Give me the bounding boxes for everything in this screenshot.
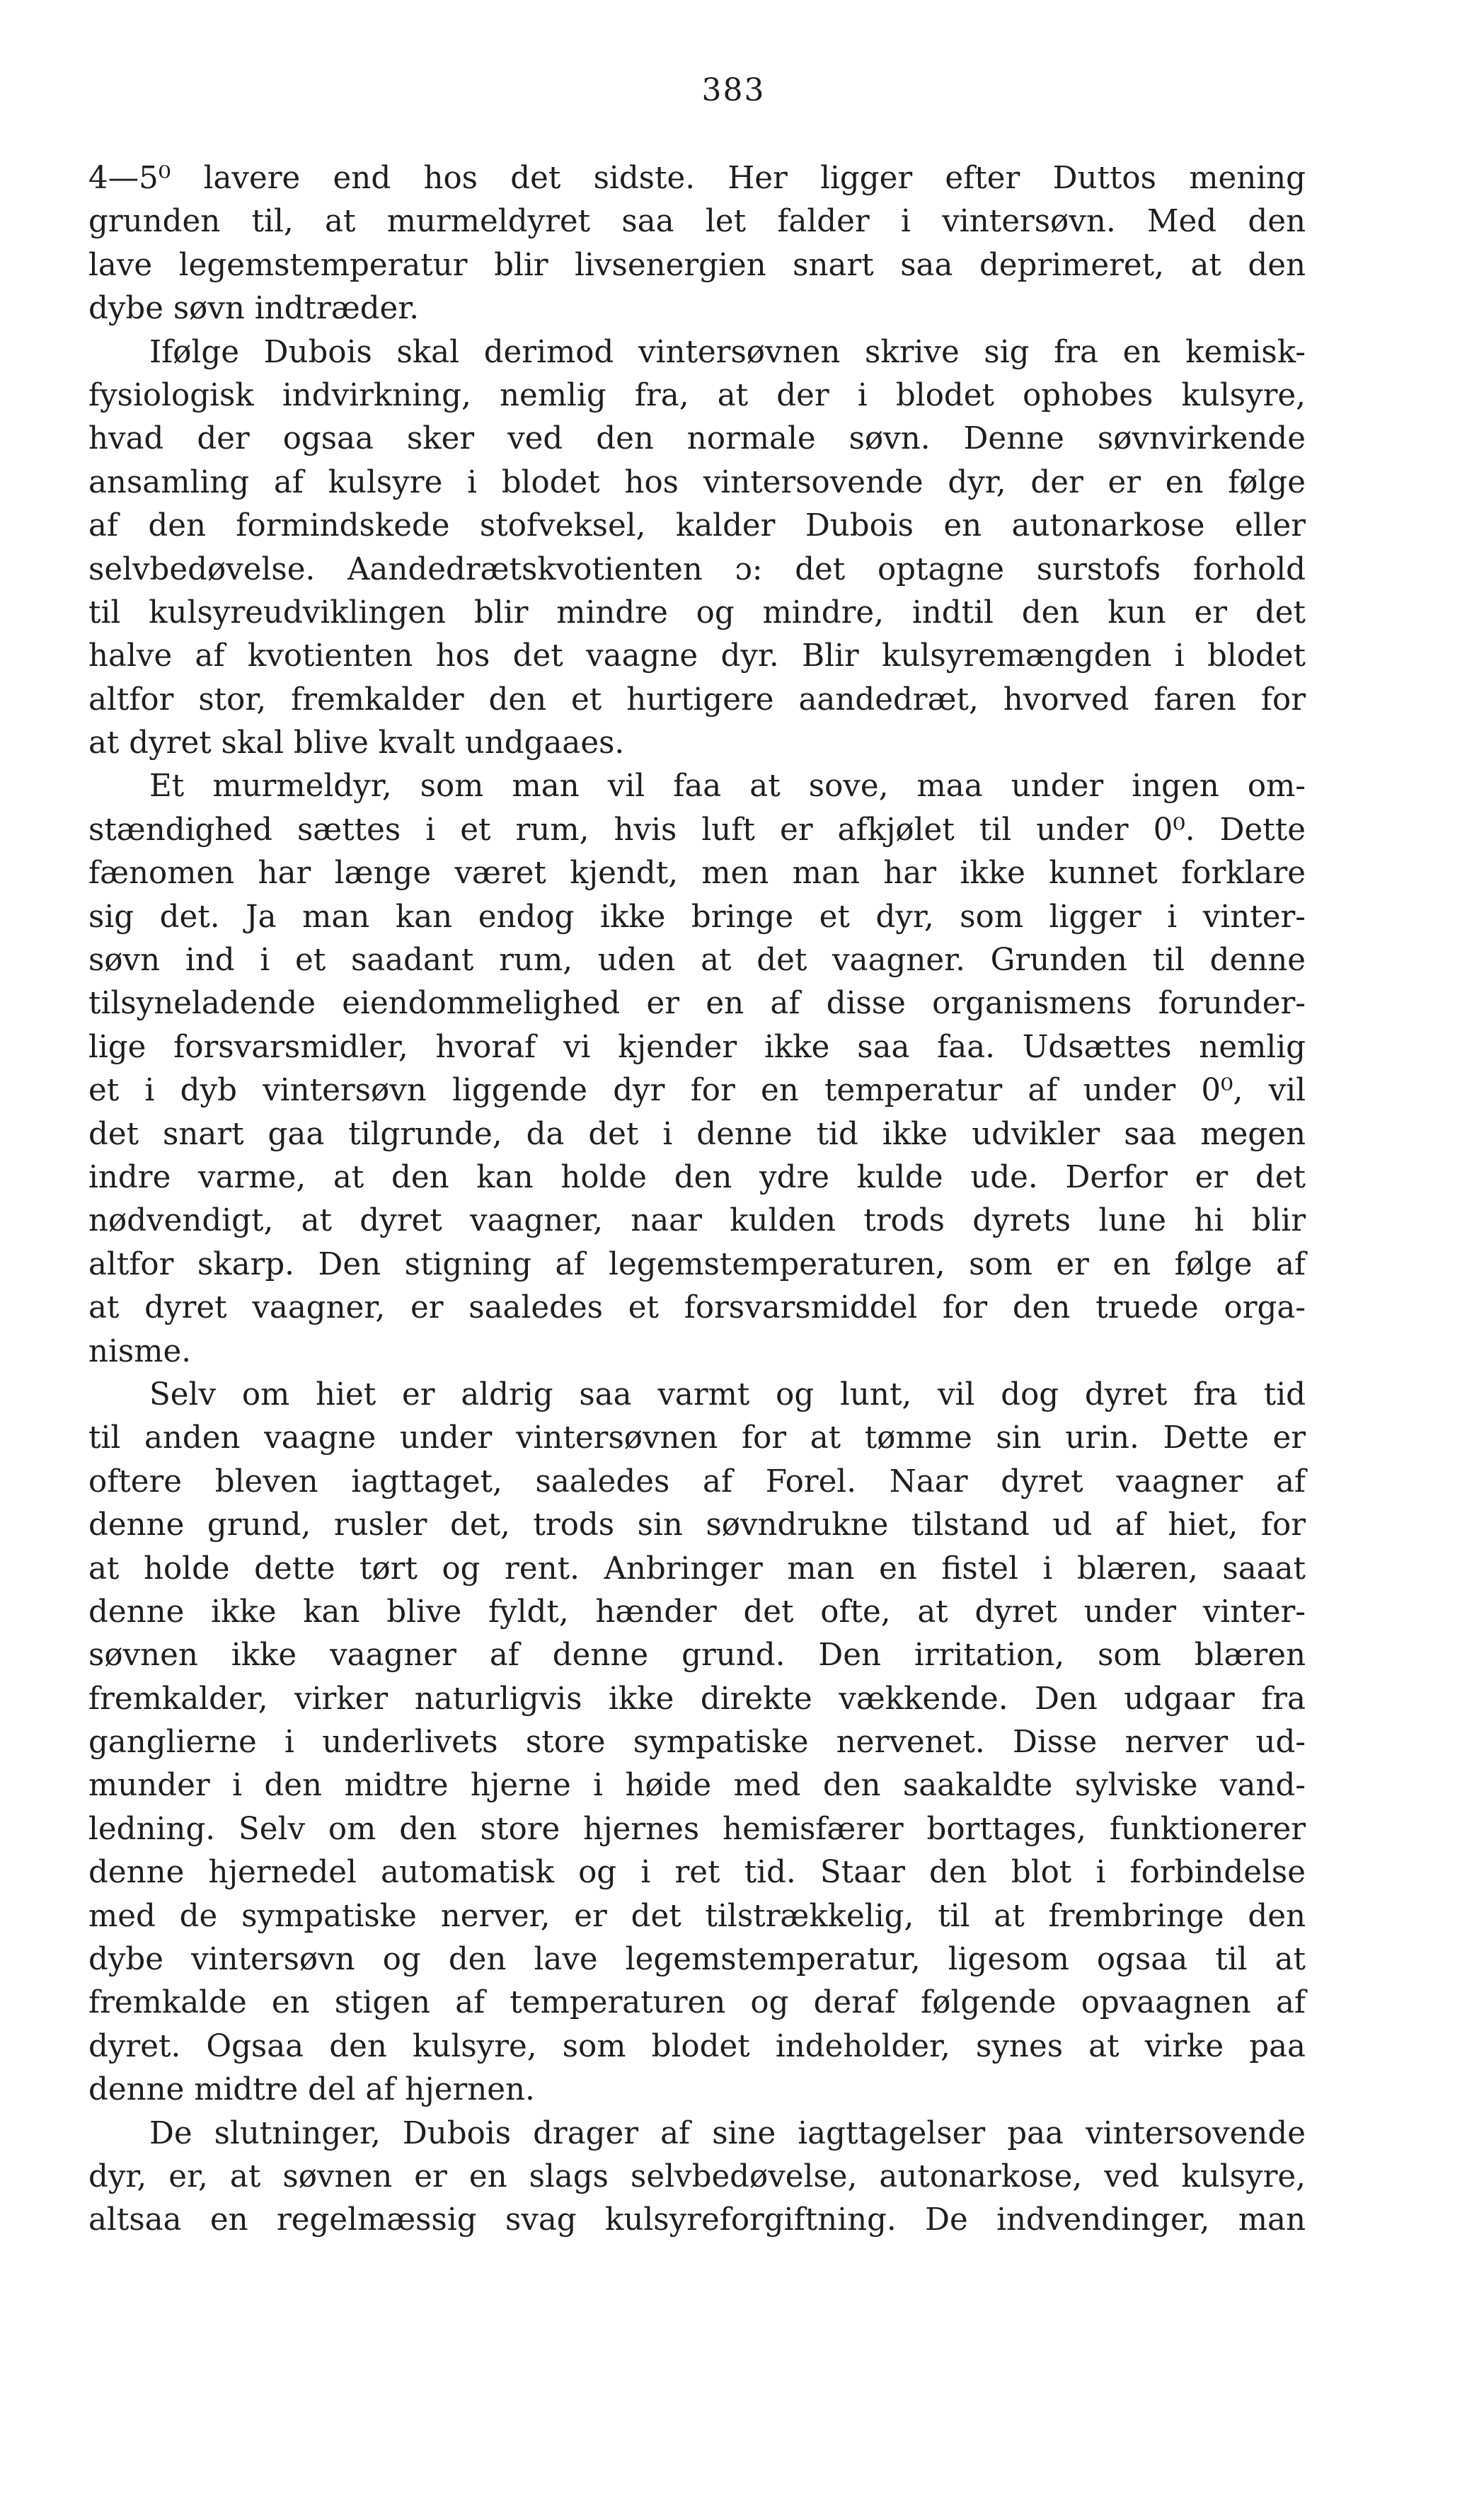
text-line: selvbedøvelse. Aandedrætskvotienten ɔ: det optagne surstofs forhold	[88, 551, 1306, 587]
text-line: stændighed sættes i et rum, hvis luft er afkjølet til under 0⁰. Dette	[88, 812, 1306, 848]
text-line: munder i den midtre hjerne i høide med den saakaldte sylviske vand-	[88, 1768, 1306, 1804]
text-line: ledning. Selv om den store hjernes hemisfærer borttages, funktionerer	[88, 1811, 1306, 1847]
text-line: Selv om hiet er aldrig saa varmt og lunt, vil dog dyret fra tid	[149, 1376, 1306, 1413]
text-line: sig det. Ja man kan endog ikke bringe et dyr, som ligger i vinter-	[88, 899, 1306, 935]
text-line: ganglierne i underlivets store sympatiske nervenet. Disse nerver ud-	[88, 1725, 1306, 1761]
text-line: dyret. Ogsaa den kulsyre, som blodet indeholder, synes at virke paa	[88, 2028, 1306, 2064]
text-line: med de sympatiske nerver, er det tilstrækkelig, til at frembringe den	[88, 1898, 1306, 1934]
text-line: lige forsvarsmidler, hvoraf vi kjender ikke saa faa. Udsættes nemlig	[88, 1029, 1306, 1065]
text-line: fremkalder, virker naturligvis ikke direkte vækkende. Den udgaar fra	[88, 1681, 1306, 1717]
text-line: fysiologisk indvirkning, nemlig fra, at der i blodet ophobes kulsyre,	[88, 377, 1306, 413]
text-line: fremkalde en stigen af temperaturen og deraf følgende opvaagnen af	[88, 1985, 1306, 2021]
text-line: lave legemstemperatur blir livsenergien snart saa deprimeret, at den	[88, 247, 1306, 283]
text-line: dybe søvn indtræder.	[88, 291, 420, 327]
text-line: 4—5⁰ lavere end hos det sidste. Her ligger efter Duttos mening	[88, 161, 1306, 196]
text-line: af den formindskede stofveksel, kalder Dubois en autonarkose eller	[88, 508, 1306, 544]
text-line: denne hjernedel automatisk og i ret tid. Staar den blot i forbindelse	[88, 1855, 1306, 1891]
text-line: at dyret skal blive kvalt undgaaes.	[88, 725, 625, 761]
text-line: nødvendigt, at dyret vaagner, naar kulden trods dyrets lune hi blir	[88, 1203, 1306, 1239]
text-line: halve af kvotienten hos det vaagne dyr. Blir kulsyremængden i blodet	[88, 638, 1306, 674]
text-line: nisme.	[88, 1333, 192, 1369]
text-line: ansamling af kulsyre i blodet hos vintersovende dyr, der er en følge	[88, 464, 1306, 500]
text-line: denne grund, rusler det, trods sin søvndrukne tilstand ud af hiet, for	[88, 1507, 1306, 1543]
text-line: altfor stor, fremkalder den et hurtigere aandedræt, hvorved faren for	[88, 681, 1306, 718]
text-line: denne midtre del af hjernen.	[88, 2072, 535, 2108]
body-text	[88, 157, 1306, 2243]
text-line: Et murmeldyr, som man vil faa at sove, maa under ingen om-	[149, 769, 1306, 805]
text-line: altfor skarp. Den stigning af legemstemperaturen, som er en følge af	[88, 1246, 1306, 1282]
text-line: at dyret vaagner, er saaledes et forsvarsmiddel for den truede orga-	[88, 1290, 1306, 1326]
text-line: indre varme, at den kan holde den ydre kulde ude. Derfor er det	[88, 1159, 1306, 1195]
text-line: De slutninger, Dubois drager af sine iagttagelser paa vintersovende	[149, 2115, 1306, 2151]
text-line: hvad der ogsaa sker ved den normale søvn. Denne søvnvirkende	[88, 421, 1306, 457]
text-line: dyr, er, at søvnen er en slags selvbedøvelse, autonarkose, ved kulsyre,	[88, 2158, 1306, 2194]
page-number: 383	[701, 72, 766, 108]
text-line: fænomen har længe været kjendt, men man har ikke kunnet forklare	[88, 856, 1306, 892]
text-line: til kulsyreudviklingen blir mindre og mindre, indtil den kun er det	[88, 594, 1306, 631]
text-line: det snart gaa tilgrunde, da det i denne tid ikke udvikler saa megen	[88, 1116, 1306, 1152]
text-line: søvnen ikke vaagner af denne grund. Den irritation, som blæren	[88, 1638, 1306, 1674]
text-line: søvn ind i et saadant rum, uden at det vaagner. Grunden til denne	[88, 943, 1306, 979]
text-line: til anden vaagne under vintersøvnen for at tømme sin urin. Dette er	[88, 1420, 1306, 1456]
text-line: Ifølge Dubois skal derimod vintersøvnen skrive sig fra en kemisk-	[149, 334, 1306, 370]
text-line: et i dyb vintersøvn liggende dyr for en temperatur af under 0⁰, vil	[88, 1073, 1306, 1109]
text-line: denne ikke kan blive fyldt, hænder det ofte, at dyret under vinter-	[88, 1594, 1306, 1630]
text-line: altsaa en regelmæssig svag kulsyreforgiftning. De indvendinger, man	[88, 2202, 1306, 2238]
text-line: grunden til, at murmeldyret saa let falder i vintersøvn. Med den	[88, 204, 1306, 240]
text-line: dybe vintersøvn og den lave legemstemperatur, ligesom ogsaa til at	[88, 1942, 1306, 1978]
text-line: at holde dette tørt og rent. Anbringer man en fistel i blæren, saaat	[88, 1550, 1306, 1587]
text-line: tilsyneladende eiendommelighed er en af disse organismens forunder-	[88, 986, 1306, 1022]
text-line: oftere bleven iagttaget, saaledes af Forel. Naar dyret vaagner af	[88, 1463, 1306, 1500]
